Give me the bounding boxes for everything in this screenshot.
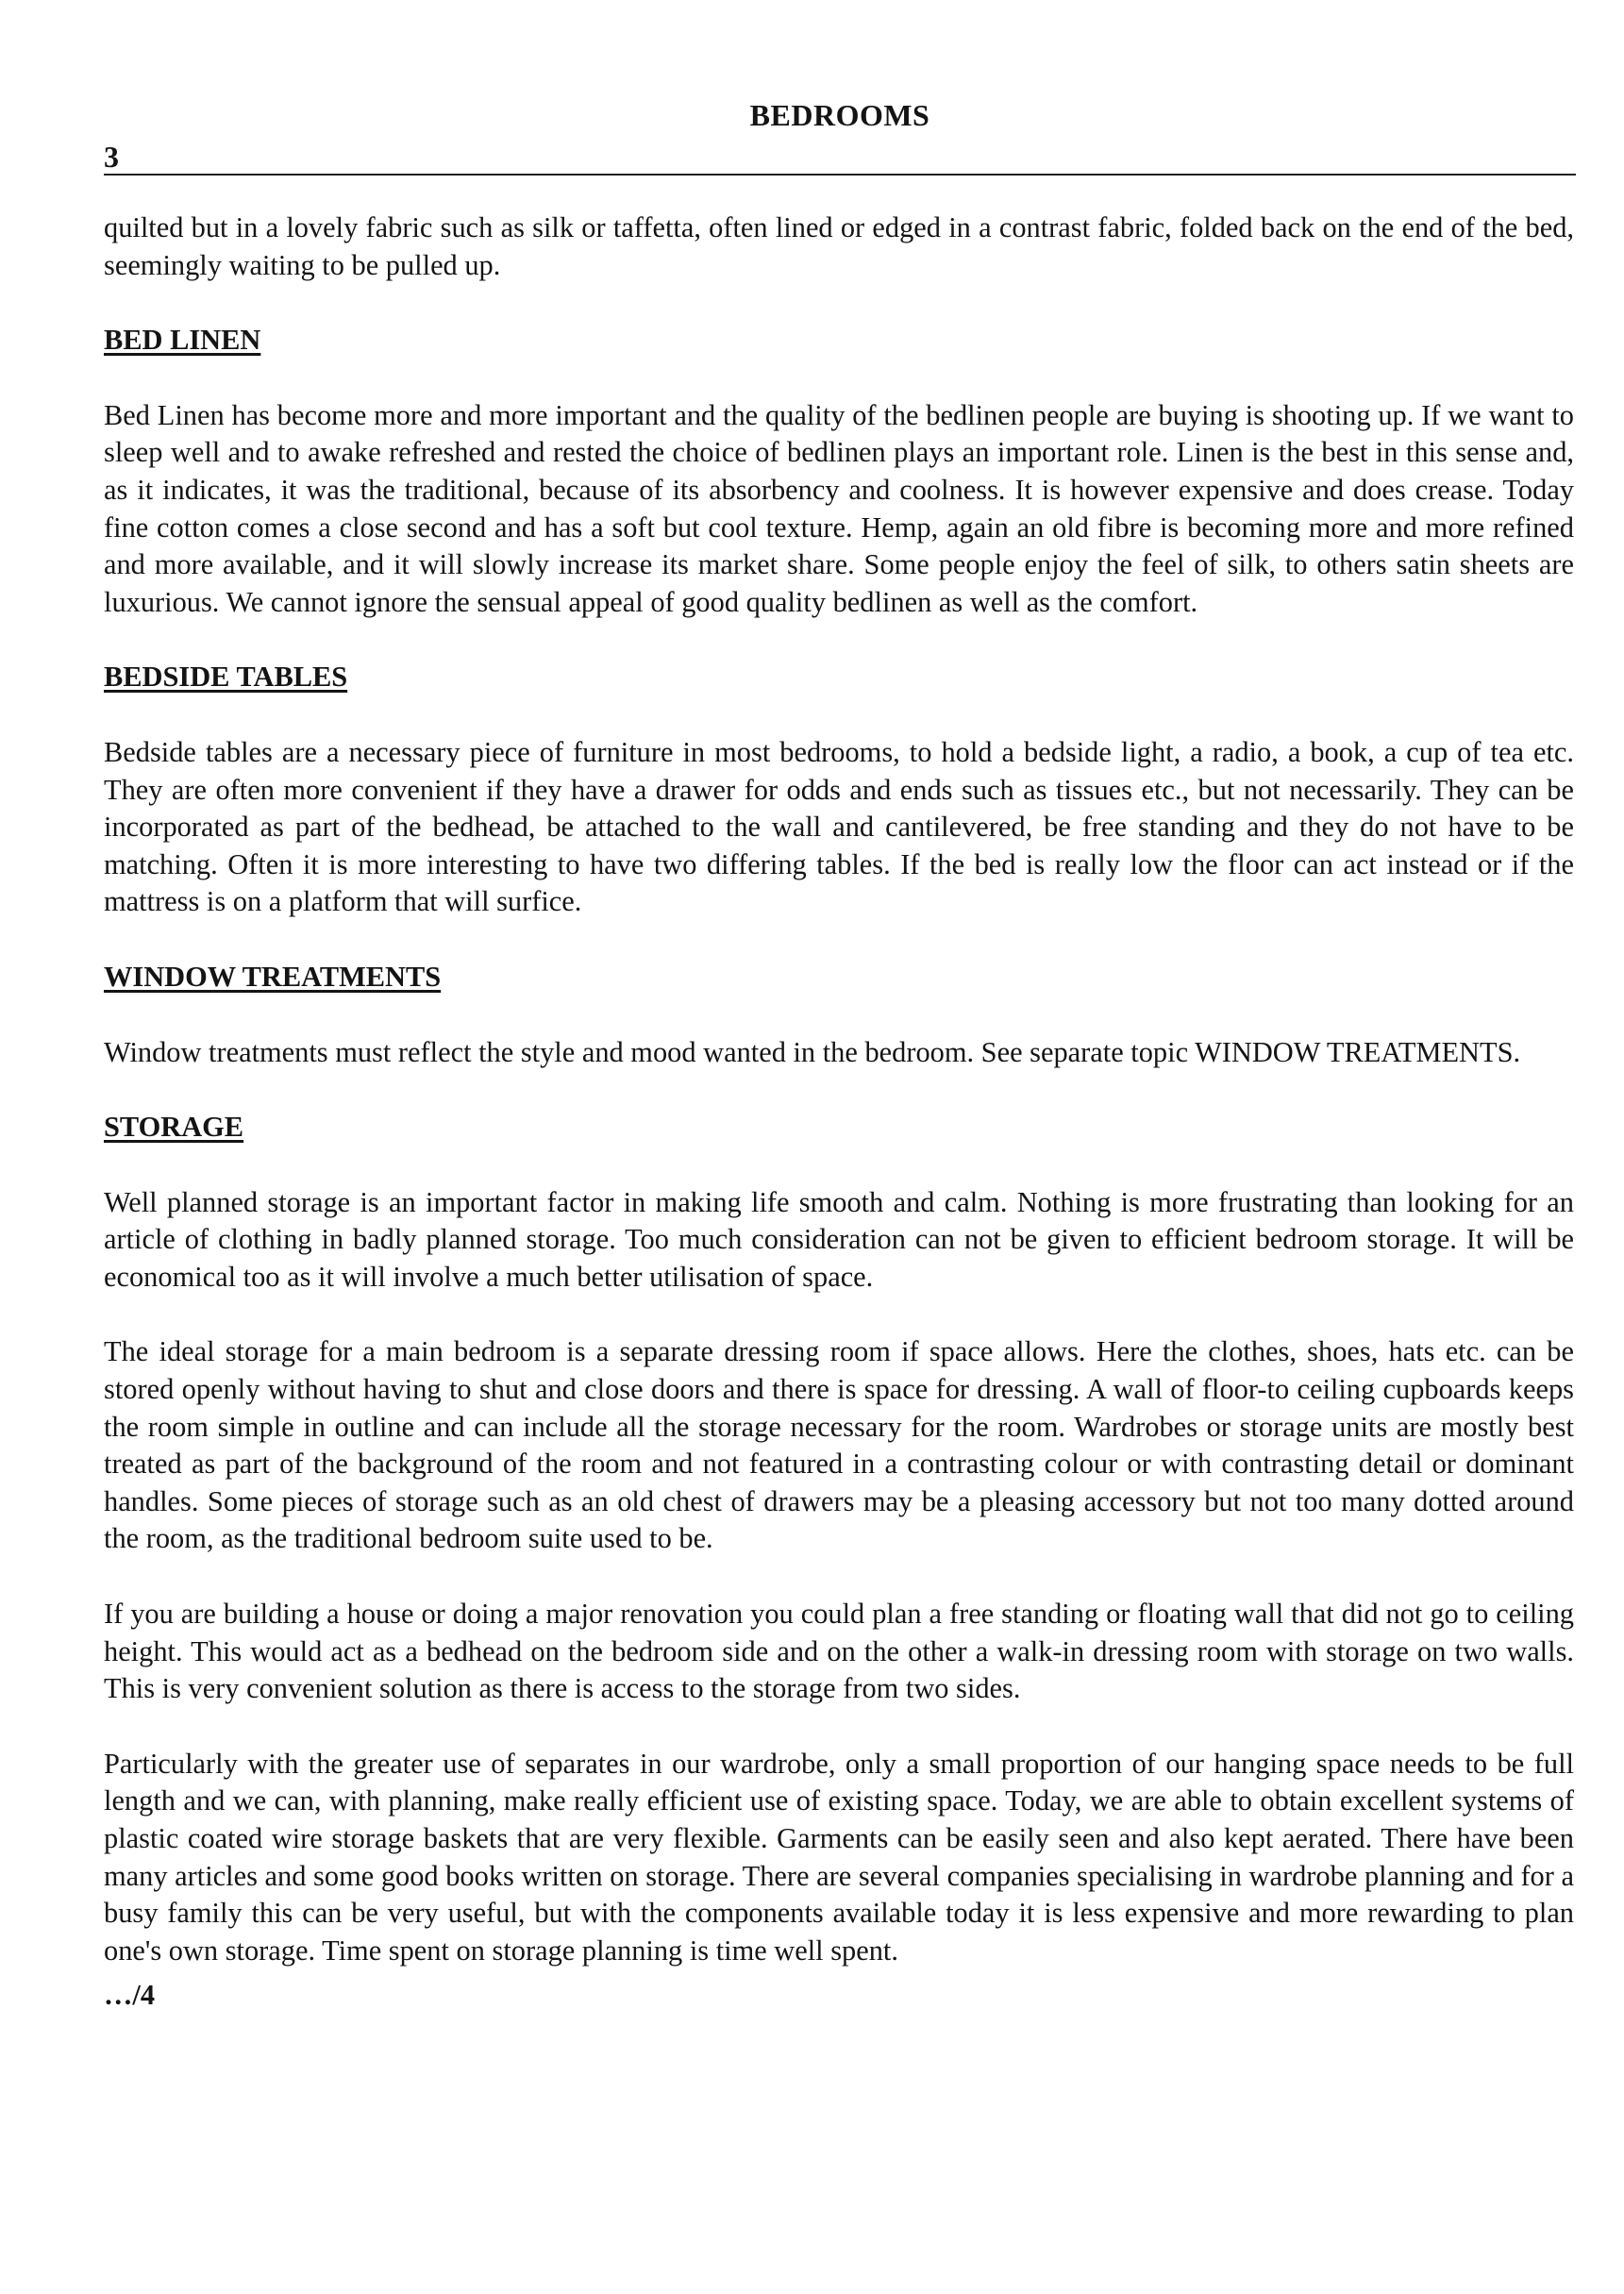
bedside-tables-paragraph: Bedside tables are a necessary piece of furniture in most bedrooms, to hold a bedside light, a radio, a book, a cup of tea etc. They are often more convenient if they have a drawer for odds and ends such as tissues etc., but not necessarily. They can be incorporated as part of the bedhead, be attached to the wall and cantilevered, be free standing and they do not have to be matching. Often it is more interesting to have two differing tables. If the bed is really low the floor can act instead or if the mattress is on a platform that will surfice. [104, 735, 1574, 918]
section-heading-storage: STORAGE [104, 1111, 244, 1144]
window-treatments-paragraph: Window treatments must reflect the style and mood wanted in the bedroom. See separate topic WINDOW TREATMENTS. [104, 1035, 1521, 1068]
storage-paragraph-4: Particularly with the greater use of separates in our wardrobe, only a small proportion of our hanging space needs to be full length and we can, with planning, make really efficient use of existing space. Today, we are able to obtain excellent systems of plastic coated wire storage baskets that are very flexible. Garments can be easily seen and also kept aerated. There have been many articles and some good books written on storage. There are several companies specialising in wardrobe planning and for a busy family this can be very useful, but with the components available today it is less expensive and more rewarding to plan one's own storage. Time spent on storage planning is time well spent. [104, 1747, 1574, 1967]
page-title: BEDROOMS [749, 98, 930, 132]
section-heading-bedside-tables: BEDSIDE TABLES [104, 661, 348, 694]
intro-paragraph: quilted but in a lovely fabric such as silk or taffetta, often lined or edged in a contrast fabric, folded back on the end of the bed, seemingly waiting to be pulled up. [104, 211, 1574, 281]
section-heading-window-treatments: WINDOW TREATMENTS [104, 960, 442, 993]
storage-paragraph-3: If you are building a house or doing a major renovation you could plan a free standing or floating wall that did not go to ceiling height. This would act as a bedhead on the bedroom side and on the other a walk-in dressing room with storage on two walls. This is very convenient solution as there is access to the storage from two sides. [104, 1598, 1574, 1705]
continuation-marker: …/4 [104, 1979, 156, 2012]
bed-linen-paragraph: Bed Linen has become more and more important and the quality of the bedlinen people are buying is shooting up. If we want to sleep well and to awake refreshed and rested the choice of bedlinen plays an important role. Linen is the best in this sense and, as it indicates, it was the traditional, because of its absorbency and coolness. It is however expensive and does crease. Today fine cotton comes a close second and has a soft but cool texture. Hemp, again an old fibre is becoming more and more refined and more available, and it will slowly increase its market share. Some people enjoy the feel of silk, to others satin sheets are luxurious. We cannot ignore the sensual appeal of good quality bedlinen as well as the comfort. [104, 398, 1574, 618]
storage-paragraph-1: Well planned storage is an important factor in making life smooth and calm. Nothing is more frustrating than looking for an article of clothing in badly planned storage. Too much consideration can not be given to efficient bedroom storage. It will be economical too as it will involve a much better utilisation of space. [104, 1185, 1574, 1293]
document-body [104, 209, 1574, 2015]
page-number: 3 [104, 140, 119, 174]
header-rule [104, 174, 1576, 176]
page-header [104, 94, 1576, 177]
storage-paragraph-2: The ideal storage for a main bedroom is a separate dressing room if space allows. Here the clothes, shoes, hats etc. can be stored openly without having to shut and close doors and there is space for dressing. A wall of floor-to ceiling cupboards keeps the room simple in outline and can include all the storage necessary for the room. Wardrobes or storage units are mostly best treated as part of the background of the room and not featured in a contrasting colour or with contrasting detail or dominant handles. Some pieces of storage such as an old chest of drawers may be a pleasing accessory but not too many dotted around the room, as the traditional bedroom suite used to be. [104, 1335, 1574, 1555]
section-heading-bed-linen: BED LINEN [104, 324, 261, 357]
